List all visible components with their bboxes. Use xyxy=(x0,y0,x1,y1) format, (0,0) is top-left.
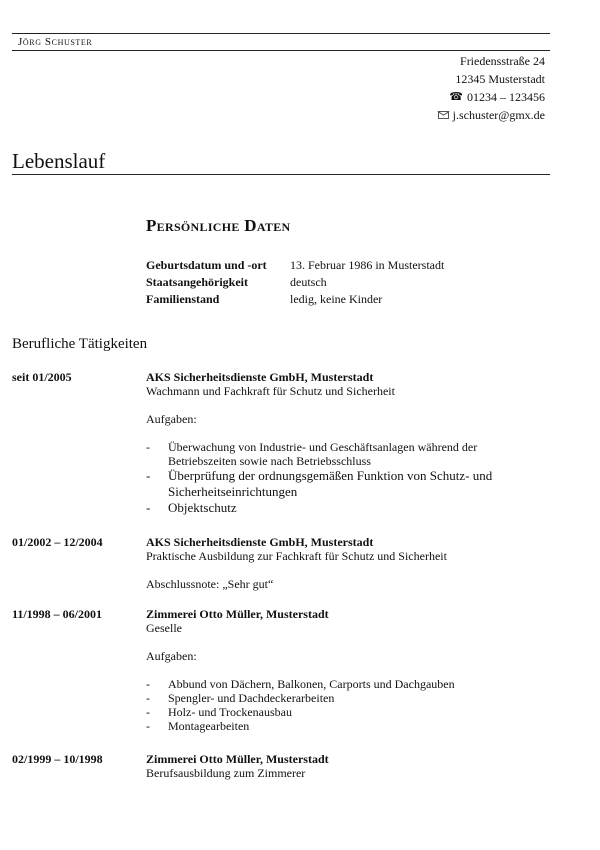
job-task: - Holz- und Trockenausbau xyxy=(146,705,526,719)
personal-value: ledig, keine Kinder xyxy=(290,292,383,306)
job-role: Geselle xyxy=(146,621,182,635)
job-date: seit 01/2005 xyxy=(12,370,72,384)
job-task: - Abbund von Dächern, Balkonen, Carports und Dachgauben xyxy=(146,677,526,691)
job-employer: AKS Sicherheitsdienste GmbH, Musterstadt xyxy=(146,535,374,549)
phone-line xyxy=(438,88,545,106)
email-address[interactable]: j.schuster@gmx.de xyxy=(452,108,545,122)
job-employer: AKS Sicherheitsdienste GmbH, Musterstadt xyxy=(146,370,374,384)
envelope-icon xyxy=(438,111,449,119)
work-heading: Berufliche Tätigkeiten xyxy=(12,336,148,352)
job-tasks-label: Aufgaben: xyxy=(146,412,197,426)
personal-data-heading: Persönliche Daten xyxy=(146,216,291,235)
personal-data-table xyxy=(146,257,444,308)
address-street: Friedensstraße 24 xyxy=(460,54,545,68)
job-employer: Zimmerei Otto Müller, Musterstadt xyxy=(146,752,329,766)
job-entry xyxy=(146,535,526,591)
job-date: 11/1998 – 06/2001 xyxy=(12,607,103,621)
job-entry xyxy=(146,752,526,780)
job-entry xyxy=(146,370,526,516)
job-task: - Spengler- und Dachdeckerarbeiten xyxy=(146,691,526,705)
telephone-icon: ☎ xyxy=(449,91,463,103)
email-line xyxy=(438,106,545,124)
job-task: - Objektschutz xyxy=(146,500,526,516)
personal-row xyxy=(146,291,444,308)
job-task: - Überwachung von Industrie- und Geschäftsanlagen während der Betriebszeiten sowie nach Betriebsschluss xyxy=(146,440,526,468)
job-task: - Montagearbeiten xyxy=(146,719,526,733)
job-task-list xyxy=(146,440,526,516)
job-employer: Zimmerei Otto Müller, Musterstadt xyxy=(146,607,329,621)
phone-number: 01234 – 123456 xyxy=(467,90,545,104)
job-tasks-label: Aufgaben: xyxy=(146,649,197,663)
job-entry xyxy=(146,607,526,733)
name-bottom-rule xyxy=(12,50,550,51)
address-city: 12345 Musterstadt xyxy=(455,72,545,86)
personal-row xyxy=(146,257,444,274)
personal-value: 13. Februar 1986 in Musterstadt xyxy=(290,258,445,272)
personal-label: Geburtsdatum und -ort xyxy=(146,258,267,272)
job-date: 01/2002 – 12/2004 xyxy=(12,535,103,549)
personal-label: Staatsangehörigkeit xyxy=(146,275,248,289)
document-title: Lebenslauf xyxy=(12,149,106,173)
name-top-rule xyxy=(12,33,550,34)
job-role: Berufsausbildung zum Zimmerer xyxy=(146,766,306,780)
personal-label: Familienstand xyxy=(146,292,220,306)
contact-block xyxy=(438,52,545,124)
job-task-list xyxy=(146,677,526,733)
job-role: Praktische Ausbildung zur Fachkraft für Schutz und Sicherheit xyxy=(146,549,447,563)
job-date: 02/1999 – 10/1998 xyxy=(12,752,103,766)
applicant-name: Jörg Schuster xyxy=(18,36,93,48)
job-role: Wachmann und Fachkraft für Schutz und Sicherheit xyxy=(146,384,395,398)
title-rule xyxy=(12,174,550,175)
personal-value: deutsch xyxy=(290,275,327,289)
job-note: Abschlussnote: „Sehr gut“ xyxy=(146,577,274,591)
job-task: - Überprüfung der ordnungsgemäßen Funktion von Schutz- und Sicherheitseinrichtungen xyxy=(146,468,526,500)
personal-row xyxy=(146,274,444,291)
